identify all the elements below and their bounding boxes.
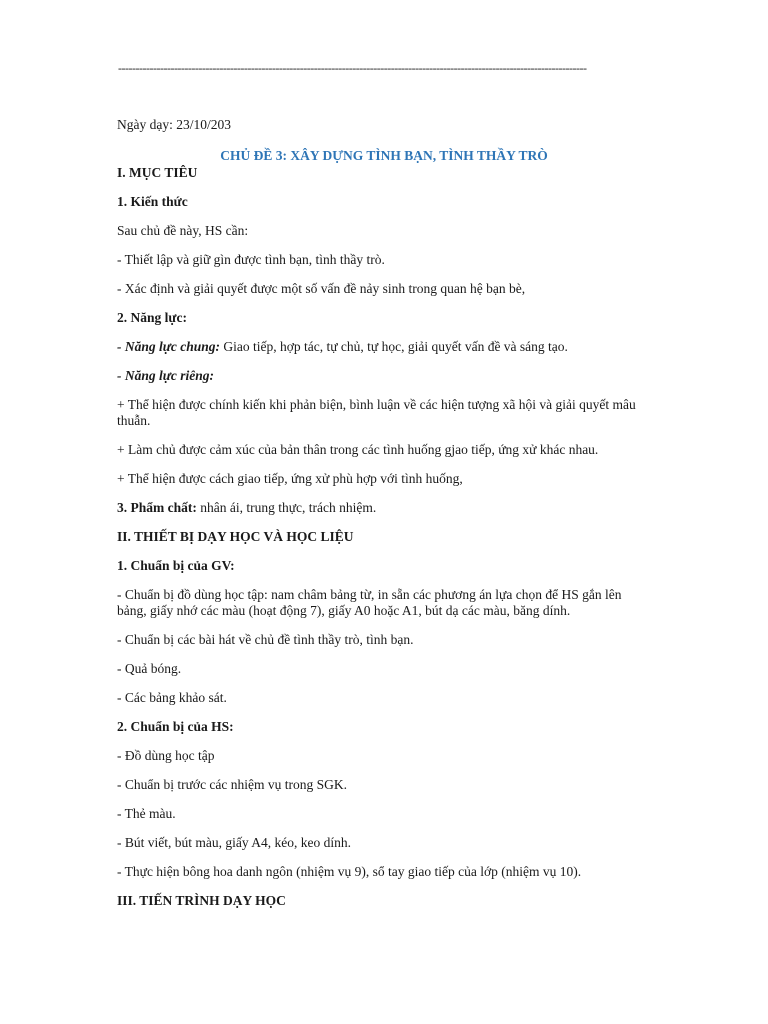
section-objectives-heading: I. MỤC TIÊU	[117, 165, 198, 180]
competency-heading: 2. Năng lực:	[117, 310, 187, 325]
teacher-prep-item-4: - Các bảng khảo sát.	[117, 690, 227, 705]
specific-competency-item-1: + Thể hiện được chính kiến khi phản biện, bình luận về các hiện tượng xã hội và giải quyết mâu thuẫn.	[117, 397, 636, 428]
knowledge-heading: 1. Kiến thức	[117, 194, 188, 209]
separator-line: --------------------------------------------------------------------------------------------------------------------------------------	[118, 61, 587, 75]
qualities-text: nhân ái, trung thực, trách nhiệm.	[196, 500, 377, 515]
knowledge-item-1: - Thiết lập và giữ gìn được tình bạn, tình thầy trò.	[117, 252, 385, 267]
qualities-label: 3. Phẩm chất:	[117, 500, 197, 515]
document-title: CHỦ ĐỀ 3: XÂY DỰNG TÌNH BẠN, TÌNH THẦY TRÒ	[220, 148, 548, 163]
specific-competency-item-2: + Làm chủ được cảm xúc của bản thân trong các tình huống gjao tiếp, ứng xử khác nhau.	[117, 442, 599, 457]
student-prep-item-1: - Đồ dùng học tập	[117, 748, 215, 763]
knowledge-item-2: - Xác định và giải quyết được một số vấn đề nảy sinh trong quan hệ bạn bè,	[117, 281, 526, 296]
qualities	[117, 500, 653, 516]
section-process-heading: III. TIẾN TRÌNH DẠY HỌC	[117, 893, 286, 908]
teacher-prep-item-1: - Chuẩn bị đồ dùng học tập: nam châm bảng từ, in sẵn các phương án lựa chọn để HS gắn lên bảng, giấy nhớ các màu (hoạt động 7), giấy A0 hoặc A1, bút dạ các màu, băng dính.	[117, 587, 622, 618]
student-prep-item-3: - Thẻ màu.	[117, 806, 176, 821]
teaching-date: Ngày dạy: 23/10/203	[117, 117, 231, 132]
section-equipment-heading: II. THIẾT BỊ DẠY HỌC VÀ HỌC LIỆU	[117, 529, 354, 544]
student-prep-item-2: - Chuẩn bị trước các nhiệm vụ trong SGK.	[117, 777, 348, 792]
student-prep-item-5: - Thực hiện bông hoa danh ngôn (nhiệm vụ 9), sổ tay giao tiếp của lớp (nhiệm vụ 10).	[117, 864, 582, 879]
general-competency	[117, 339, 653, 355]
teacher-prep-item-2: - Chuẩn bị các bài hát về chủ đề tình thầy trò, tình bạn.	[117, 632, 414, 647]
teacher-prep-heading: 1. Chuẩn bị của GV:	[117, 558, 235, 573]
specific-competency-item-3: + Thể hiện được cách giao tiếp, ứng xử phù hợp với tình huống,	[117, 471, 463, 486]
student-prep-item-4: - Bút viết, bút màu, giấy A4, kéo, keo dính.	[117, 835, 351, 850]
teacher-prep-item-3: - Quả bóng.	[117, 661, 182, 676]
student-prep-heading: 2. Chuẩn bị của HS:	[117, 719, 234, 734]
knowledge-intro: Sau chủ đề này, HS cần:	[117, 223, 249, 238]
general-competency-prefix: -	[117, 339, 125, 354]
general-competency-label: Năng lực chung:	[124, 339, 220, 354]
specific-competency-label: - Năng lực riêng:	[117, 368, 214, 383]
general-competency-text: Giao tiếp, hợp tác, tự chủ, tự học, giải quyết vấn đề và sáng tạo.	[219, 339, 568, 354]
